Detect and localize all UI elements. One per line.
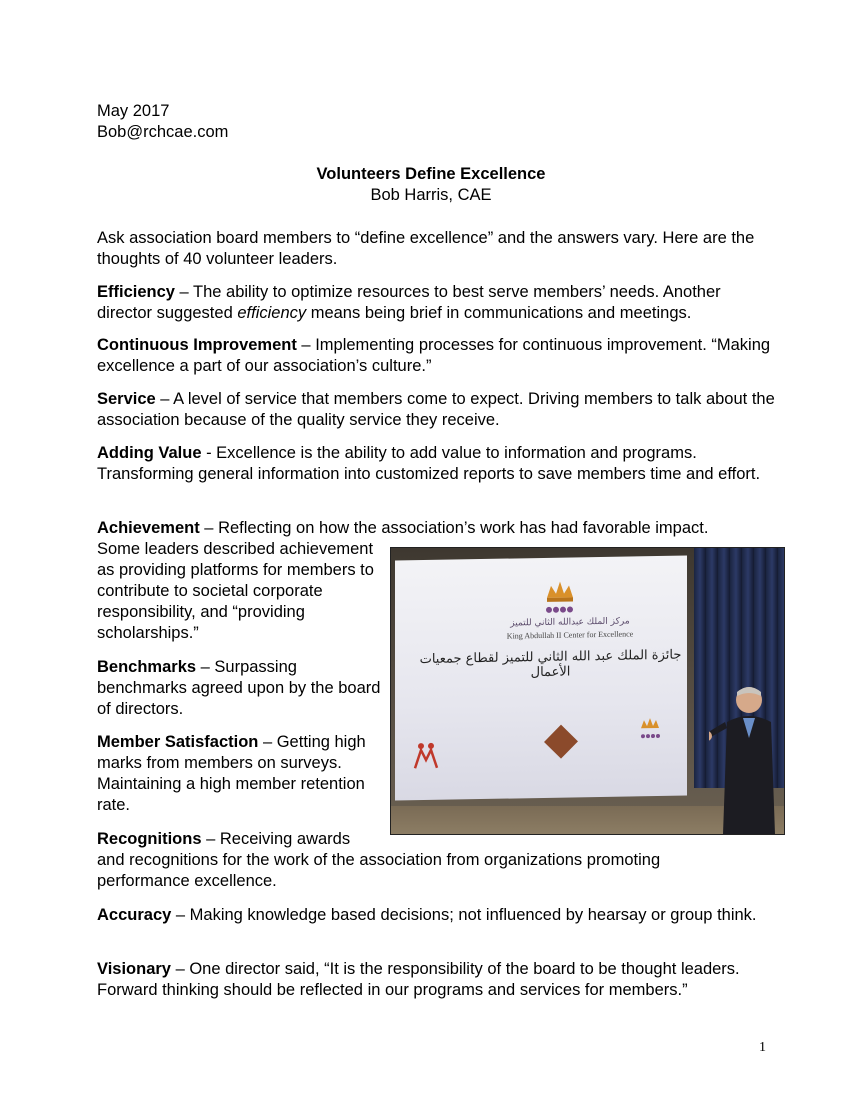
section-text: – Surpassing benchmarks agreed upon by the board of directors.	[97, 658, 381, 718]
section-text: – Implementing processes for continuous improvement. “Making excellence a part of our association’s culture.”	[97, 336, 771, 375]
section-achievement-rest: Some leaders described achievement as providing platforms for members to contribute to societal corporate responsibility, and “providing scholarships.”	[97, 540, 374, 642]
section-term: Achievement	[97, 519, 200, 537]
intro-paragraph: Ask association board members to “define excellence” and the answers vary. Here are the thoughts of 40 volunteer leaders.	[97, 229, 755, 268]
section-text: – Making knowledge based decisions; not influenced by hearsay or group think.	[171, 906, 757, 924]
section-text: – Receiving awards	[201, 830, 351, 848]
section-term: Member Satisfaction	[97, 733, 259, 751]
section-term: Service	[97, 390, 156, 408]
section-text: - Excellence is the ability to add value to information and programs. Transforming general information into customized reports to save members time and effort.	[97, 444, 761, 483]
section-text: – Reflecting on how the association’s work has had favorable impact.	[199, 519, 709, 537]
page-number: 1	[759, 1040, 766, 1055]
screen-arabic-heading: مركز الملك عبدالله الثاني للتميز	[510, 616, 630, 629]
section-recognitions-rest: and recognitions for the work of the association from organizations promoting performance excellence.	[97, 851, 661, 890]
section-adding-value	[97, 443, 777, 485]
section-accuracy	[97, 905, 777, 926]
document-title: Volunteers Define Excellence	[316, 165, 546, 183]
center-logo-icon	[629, 716, 669, 747]
section-term: Continuous Improvement	[97, 336, 297, 354]
section-benchmarks	[97, 657, 382, 720]
section-term: Visionary	[97, 960, 171, 978]
section-term: Adding Value	[97, 444, 202, 462]
email: Bob@rchcae.com	[97, 123, 229, 141]
section-term: Recognitions	[97, 830, 202, 848]
section-service	[97, 389, 777, 431]
presenter-figure-icon	[709, 678, 784, 834]
section-term: Accuracy	[97, 906, 172, 924]
presentation-photo	[390, 547, 785, 835]
section-text: means being brief in communications and meetings.	[306, 304, 692, 322]
section-recognitions-line1	[97, 829, 382, 850]
crown-logo-icon	[543, 577, 577, 618]
association-logo-icon	[411, 738, 441, 773]
projection-screen	[395, 555, 687, 800]
title-block	[0, 164, 850, 206]
section-achievement-line1	[97, 518, 777, 539]
section-efficiency	[97, 282, 777, 324]
section-member-satisfaction	[97, 732, 382, 816]
header	[97, 101, 228, 143]
diamond-logo-icon	[544, 725, 578, 759]
screen-arabic-title: جائزة الملك عبد الله الثاني للتميز لقطاع جمعيات الأعمال	[419, 647, 682, 681]
section-emphasis: efficiency	[237, 304, 307, 322]
section-text: – A level of service that members come to expect. Driving members to talk about the association because of the quality service they receive.	[97, 390, 775, 429]
section-text: – The ability to optimize resources to best serve members’ needs. Another director suggested	[97, 283, 721, 322]
section-term: Efficiency	[97, 283, 175, 301]
section-visionary	[97, 959, 777, 1001]
author: Bob Harris, CAE	[370, 186, 492, 204]
screen-english-text: King Abdullah II Center for Excellence	[506, 629, 634, 641]
section-term: Benchmarks	[97, 658, 197, 676]
section-continuous-improvement	[97, 335, 777, 377]
section-text: – Getting high marks from members on surveys. Maintaining a high member retention rate.	[97, 733, 366, 814]
section-text: – One director said, “It is the responsibility of the board to be thought leaders. Forward thinking should be reflected in our programs and services for members.”	[97, 960, 740, 999]
date: May 2017	[97, 102, 170, 120]
